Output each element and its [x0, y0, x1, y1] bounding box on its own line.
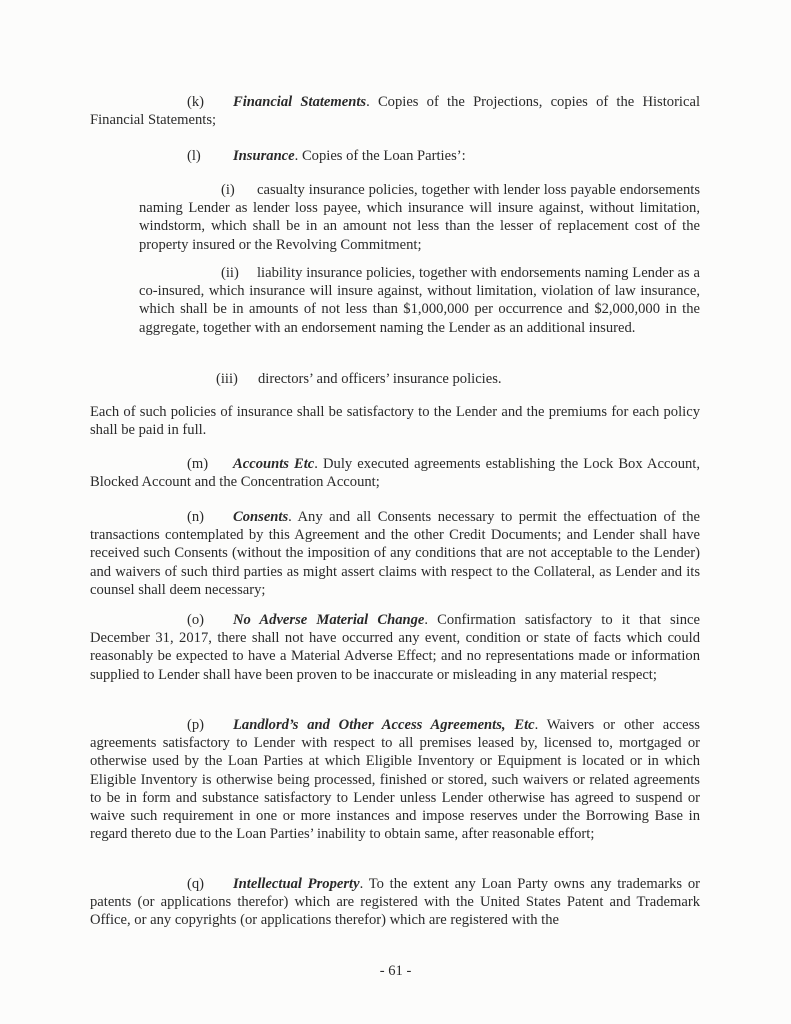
paragraph-o — [90, 611, 700, 684]
paragraph-label: (p) — [187, 717, 205, 733]
paragraph-body: . Copies of the Loan Parties’: — [294, 148, 466, 164]
paragraph-body: . To the extent any Loan Party owns any trademarks or patents (or applications therefor) which are registered with the United States Patent and Trademark Office, or any copyrights (or applications therefor) which are registered with the — [90, 876, 700, 929]
paragraph-heading: Accounts Etc — [233, 456, 315, 472]
paragraph-label: (o) — [187, 612, 205, 628]
paragraph-q — [90, 875, 700, 930]
paragraph-body: . Waivers or other access agreements satisfactory to Lender with respect to all premises leased by, licensed to, mortgaged or otherwise used by the Loan Parties at which Eligible Inventory or Equipment is located or in which Eligible Inventory is otherwise being processed, finished or stored, such waivers or related agreements to be in form and substance satisfactory to Lender unless Lender otherwise has agreed to suspend or waive such requirement in one or more instances and impose reserves under the Borrowing Base in regard thereto due to the Loan Parties’ inability to obtain same, after reasonable effort; — [90, 717, 700, 843]
paragraph-heading: No Adverse Material Change — [233, 612, 425, 628]
subparagraph-l-ii — [139, 264, 700, 337]
paragraph-n — [90, 508, 700, 599]
paragraph-label: (k) — [187, 94, 205, 110]
subparagraph-l-iii — [139, 370, 700, 388]
paragraph-label: (m) — [187, 456, 209, 472]
paragraph-heading: Consents — [233, 509, 289, 525]
paragraph-heading: Financial Statements — [233, 94, 367, 110]
paragraph-label: (n) — [187, 509, 205, 525]
paragraph-body: . Copies of the Projections, copies of the Historical Financial Statements; — [90, 94, 701, 129]
paragraph-body: . Duly executed agreements establishing the Lock Box Account, Blocked Account and the Concentration Account; — [90, 456, 700, 491]
paragraph-heading: Landlord’s and Other Access Agreements, Etc — [233, 717, 535, 733]
subparagraph-body: casualty insurance policies, together with lender loss payable endorsements naming Lender as lender loss payee, which insurance will insure against, without limitation, windstorm, which shall be in an amount not less than the lesser of replacement cost of the property insured or the Revolving Commitment; — [139, 182, 700, 253]
page-number: - 61 - — [379, 963, 412, 979]
subparagraph-label: (ii) — [221, 265, 239, 281]
paragraph-body: . Any and all Consents necessary to permit the effectuation of the transactions contemplated by this Agreement and the other Credit Documents; and Lender shall have received such Consents (without the imposition of any conditions that are not acceptable to the Lender) and waivers of such third parties as might assert claims with respect to the Collateral, as Lender and its counsel shall deem necessary; — [90, 509, 700, 598]
subparagraph-body: liability insurance policies, together with endorsements naming Lender as a co-insured, which insurance will insure against, without limitation, violation of law insurance, which shall be in amounts of not less than $1,000,000 per occurrence and $2,000,000 in the aggregate, together with an endorsement naming the Lender as an additional insured. — [139, 265, 700, 336]
paragraph-p — [90, 716, 700, 843]
subparagraph-body: directors’ and officers’ insurance policies. — [258, 371, 502, 387]
paragraph-k — [90, 93, 700, 129]
paragraph-body: . Confirmation satisfactory to it that since December 31, 2017, there shall not have occurred any event, condition or state of facts which could reasonably be expected to have a Material Adverse Effect; and no representations made or information supplied to Lender shall have been proven to be inaccurate or misleading in any material respect; — [90, 612, 700, 683]
subparagraph-l-i — [139, 181, 700, 254]
subparagraph-label: (iii) — [216, 371, 238, 387]
paragraph-l-tail: Each of such policies of insurance shall be satisfactory to the Lender and the premiums for each policy shall be paid in full. — [90, 404, 700, 439]
paragraph-heading: Intellectual Property — [233, 876, 360, 892]
paragraph-l — [90, 147, 700, 165]
paragraph-label: (q) — [187, 876, 205, 892]
paragraph-label: (l) — [187, 148, 201, 164]
paragraph-heading: Insurance — [233, 148, 295, 164]
paragraph-m — [90, 455, 700, 491]
subparagraph-label: (i) — [221, 182, 235, 198]
